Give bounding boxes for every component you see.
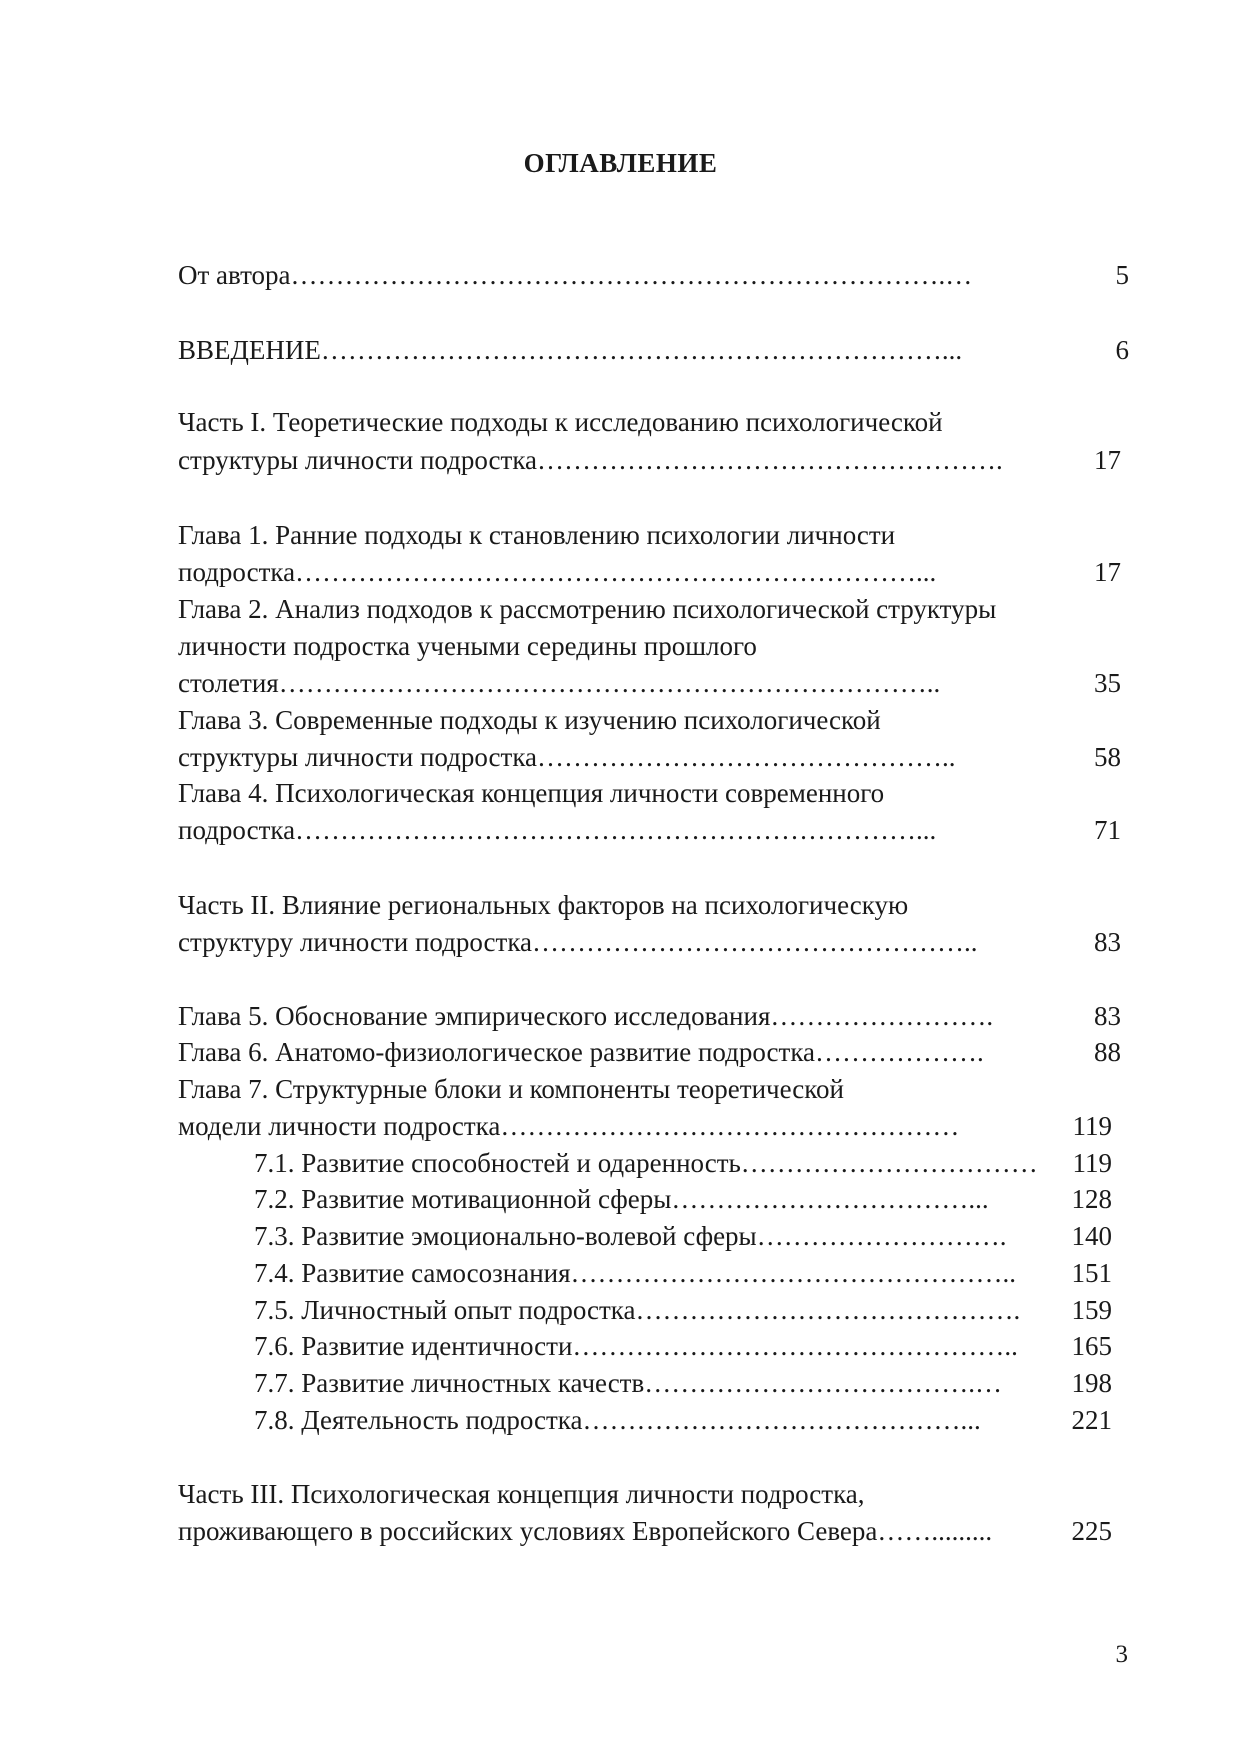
toc-page-number: 17: [1094, 445, 1121, 475]
toc-page-number: 140: [1071, 1221, 1112, 1251]
toc-heading: ОГЛАВЛЕНИЕ: [523, 148, 718, 178]
toc-entry-line: Глава 4. Психологическая концепция личности современного: [178, 778, 885, 808]
toc-page-number: 225: [1071, 1516, 1112, 1546]
toc-page-number: 83: [1094, 927, 1121, 957]
toc-page-number: 221: [1071, 1405, 1112, 1435]
toc-page-number: 165: [1071, 1331, 1112, 1361]
toc-entry-line: Глава 1. Ранние подходы к становлению психологии личности: [178, 520, 896, 550]
toc-entry-line: личности подростка учеными середины прошлого: [178, 631, 757, 661]
toc-entry-line: Часть I. Теоретические подходы к исследованию психологической: [178, 407, 943, 437]
toc-page-number: 5: [1115, 260, 1129, 290]
toc-page-number: 151: [1071, 1258, 1112, 1288]
toc-entry-line: Глава 3. Современные подходы к изучению психологической: [178, 705, 881, 735]
toc-subentry-line: 7.7. Развитие личностных качеств……………………………….…: [254, 1368, 1002, 1398]
toc-entry-line: структуры личности подростка…………………………………………….: [178, 445, 1003, 475]
toc-subentry-line: 7.1. Развитие способностей и одаренность……………………………: [254, 1148, 1038, 1178]
toc-entry-line: Глава 2. Анализ подходов к рассмотрению психологической структуры: [178, 594, 997, 624]
toc-entry-line: структуру личности подростка…………………………………………..: [178, 927, 978, 957]
toc-page-number: 71: [1094, 815, 1121, 845]
toc-page-number: 35: [1094, 668, 1121, 698]
toc-entry-line: От автора……………………………………………………………….…: [178, 260, 973, 290]
toc-subentry-line: 7.2. Развитие мотивационной сферы……………………………...: [254, 1184, 989, 1214]
toc-page-number: 119: [1072, 1148, 1112, 1178]
toc-entry-line: подростка……………………………………………………………...: [178, 557, 937, 587]
toc-subentry-line: 7.3. Развитие эмоционально-волевой сферы……………………….: [254, 1221, 1007, 1251]
toc-entry-line: Часть II. Влияние региональных факторов на психологическую: [178, 890, 909, 920]
toc-page-number: 17: [1094, 557, 1121, 587]
toc-entry-line: столетия………………………………………………………………..: [178, 668, 941, 698]
toc-entry-line: Глава 5. Обоснование эмпирического исследования…………………….: [178, 1001, 994, 1031]
toc-entry-line: ВВЕДЕНИЕ……………………………………………………………...: [178, 335, 963, 365]
toc-page-number: 88: [1094, 1037, 1121, 1067]
toc-subentry-line: 7.4. Развитие самосознания…………………………………………..: [254, 1258, 1017, 1288]
toc-page-number: 119: [1072, 1111, 1112, 1141]
toc-subentry-line: 7.5. Личностный опыт подростка…………………………………….: [254, 1295, 1021, 1325]
toc-page-number: 128: [1071, 1184, 1112, 1214]
toc-entry-line: Глава 6. Анатомо-физиологическое развитие подростка……………….: [178, 1037, 984, 1067]
page-number: 3: [1115, 1641, 1128, 1668]
toc-entry-line: проживающего в российских условиях Европейского Севера…….........: [178, 1516, 993, 1546]
toc-entry-line: Часть III. Психологическая концепция личности подростка,: [178, 1479, 865, 1509]
toc-page-number: 198: [1071, 1368, 1112, 1398]
toc-page-number: 83: [1094, 1001, 1121, 1031]
toc-entry-line: модели личности подростка……………………………………………: [178, 1111, 960, 1141]
toc-entry-line: структуры личности подростка………………………………………..: [178, 742, 956, 772]
toc-page-number: 159: [1071, 1295, 1112, 1325]
toc-entry-line: Глава 7. Структурные блоки и компоненты теоретической: [178, 1074, 844, 1104]
toc-subentry-line: 7.8. Деятельность подростка……………………………………...: [254, 1405, 981, 1435]
toc-page-number: 6: [1115, 335, 1129, 365]
toc-subentry-line: 7.6. Развитие идентичности…………………………………………..: [254, 1331, 1018, 1361]
toc-entry-line: подростка……………………………………………………………...: [178, 815, 937, 845]
toc-page-number: 58: [1094, 742, 1121, 772]
